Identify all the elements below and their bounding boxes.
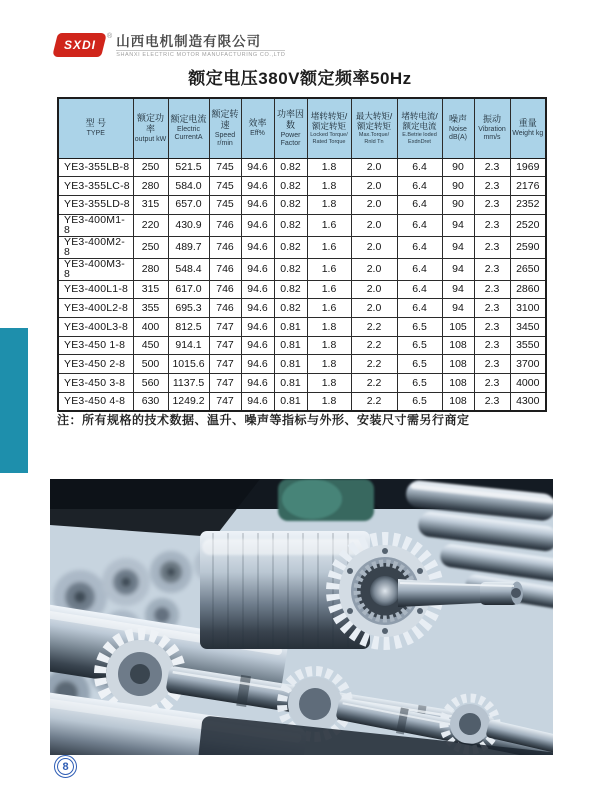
type-cell: YE3-400L2-8 [58,299,133,318]
header-cell: 堵转转矩/额定转矩 Locked Torque/ Rated Torque [307,98,351,158]
table-cell: 2650 [510,258,546,280]
table-cell: 355 [133,299,168,318]
table-cell: 1.8 [307,158,351,177]
table-cell: 6.5 [397,392,442,411]
table-cell: 0.82 [274,177,307,196]
table-cell: 2.0 [351,177,397,196]
table-cell: 2.3 [474,214,510,236]
table-cell: 1.8 [307,374,351,393]
table-cell: 450 [133,336,168,355]
table-cell: 1249.2 [168,392,209,411]
table-cell: 2.0 [351,299,397,318]
table-cell: 747 [209,317,241,336]
table-cell: 94.6 [241,392,274,411]
table-cell: 0.82 [274,214,307,236]
company-name-en: SHANXI ELECTRIC MOTOR MANUFACTURING CO.,LTD [116,52,286,58]
header-cell: 型 号 TYPE [58,98,133,158]
table-cell: 1.8 [307,195,351,214]
table-cell: 6.4 [397,177,442,196]
table-cell: 4000 [510,374,546,393]
type-cell: YE3-355LB-8 [58,158,133,177]
table-cell: 2590 [510,236,546,258]
table-cell: 90 [442,158,474,177]
table-cell: 2.0 [351,195,397,214]
table-cell: 2.3 [474,195,510,214]
table-cell: 6.4 [397,195,442,214]
table-row [58,355,546,374]
table-cell: 6.5 [397,317,442,336]
table-cell: 2.2 [351,392,397,411]
table-cell: 1.6 [307,299,351,318]
table-cell: 250 [133,158,168,177]
table-cell: 1.6 [307,214,351,236]
table-cell: 250 [133,236,168,258]
header-cell: 额定转速 Speed r/min [209,98,241,158]
table-cell: 2.0 [351,280,397,299]
table-row [58,236,546,258]
table-cell: 108 [442,374,474,393]
table-row [58,317,546,336]
header-row [58,98,546,158]
type-cell: YE3-450 3-8 [58,374,133,393]
table-cell: 108 [442,336,474,355]
table-cell: 6.5 [397,355,442,374]
table-cell: 94.6 [241,355,274,374]
table-row [58,336,546,355]
table-cell: 220 [133,214,168,236]
table-cell: 914.1 [168,336,209,355]
table-cell: 2.3 [474,336,510,355]
table-cell: 108 [442,355,474,374]
page-number-badge [54,755,77,778]
table-row [58,177,546,196]
table-cell: 812.5 [168,317,209,336]
table-cell: 0.81 [274,317,307,336]
sxdi-logo-icon [52,33,107,57]
table-cell: 2.0 [351,214,397,236]
table-cell: 1.6 [307,258,351,280]
type-cell: YE3-400M2-8 [58,236,133,258]
table-cell: 0.82 [274,195,307,214]
table-cell: 6.4 [397,299,442,318]
photo-teal-machine [278,479,374,521]
table-cell: 2.0 [351,258,397,280]
table-cell: 695.3 [168,299,209,318]
table-cell: 94.6 [241,177,274,196]
table-cell: 280 [133,258,168,280]
table-cell: 1.6 [307,236,351,258]
table-cell: 2.2 [351,317,397,336]
table-cell: 1015.6 [168,355,209,374]
header-cell: 最大转矩/额定转矩 Max.Torque/ Rnld Tn [351,98,397,158]
type-cell: YE3-355LD-8 [58,195,133,214]
table-cell: 2.3 [474,317,510,336]
table-cell: 94.6 [241,299,274,318]
rotor-photo [50,479,553,755]
table-cell: 94 [442,258,474,280]
table-cell: 2.3 [474,236,510,258]
table-cell: 745 [209,195,241,214]
table-cell: 2.3 [474,258,510,280]
table-cell: 584.0 [168,177,209,196]
table-cell: 400 [133,317,168,336]
table-row [58,158,546,177]
header-cell: 功率因数 Power Factor [274,98,307,158]
table-cell: 0.82 [274,158,307,177]
page-title: 额定电压380V额定频率50Hz [188,69,412,88]
table-cell: 90 [442,195,474,214]
page-number: 8 [57,758,74,775]
table-cell: 745 [209,158,241,177]
table-cell: 521.5 [168,158,209,177]
logo-mark-text: SXDI [64,38,97,52]
table-cell: 6.4 [397,236,442,258]
type-cell: YE3-400M1-8 [58,214,133,236]
header-cell: 重量 Weight kg [510,98,546,158]
table-cell: 2.3 [474,177,510,196]
table-cell: 2.3 [474,158,510,177]
table-cell: 2.3 [474,374,510,393]
table-cell: 3100 [510,299,546,318]
table-cell: 1.8 [307,355,351,374]
table-cell: 6.4 [397,214,442,236]
table-cell: 747 [209,374,241,393]
table-cell: 94.6 [241,258,274,280]
table-cell: 747 [209,392,241,411]
table-cell: 746 [209,236,241,258]
table-cell: 1137.5 [168,374,209,393]
table-cell: 2.2 [351,374,397,393]
table-cell: 6.4 [397,158,442,177]
table-cell: 2860 [510,280,546,299]
table-cell: 1.8 [307,177,351,196]
table-cell: 2.2 [351,336,397,355]
table-cell: 94.6 [241,280,274,299]
table-cell: 0.82 [274,258,307,280]
table-cell: 94 [442,280,474,299]
table-cell: 6.5 [397,336,442,355]
company-name-cn: 山西电机制造有限公司 [116,34,262,49]
table-cell: 560 [133,374,168,393]
table-cell: 746 [209,280,241,299]
table-cell: 94 [442,236,474,258]
table-cell: 4300 [510,392,546,411]
table-row [58,214,546,236]
header-cell: 堵转电流/额定电流 E.Betrie loded ExdnDret [397,98,442,158]
table-cell: 2.0 [351,158,397,177]
header-cell: 额定电流 Electric CurrentA [168,98,209,158]
table-row [58,374,546,393]
table-cell: 746 [209,214,241,236]
table-cell: 2352 [510,195,546,214]
table-cell: 0.82 [274,236,307,258]
table-cell: 6.4 [397,258,442,280]
table-cell: 2.3 [474,355,510,374]
header-cell: 噪声 Noise dB(A) [442,98,474,158]
header-cell: 额定功率 output kW [133,98,168,158]
table-cell: 3450 [510,317,546,336]
table-cell: 2.3 [474,392,510,411]
table-cell: 2176 [510,177,546,196]
table-cell: 108 [442,392,474,411]
table-cell: 0.81 [274,336,307,355]
table-cell: 0.81 [274,355,307,374]
table-cell: 2.3 [474,299,510,318]
table-cell: 94.6 [241,236,274,258]
table-cell: 90 [442,177,474,196]
table-cell: 0.82 [274,299,307,318]
header-cell: 效率 Eff% [241,98,274,158]
table-cell: 94.6 [241,158,274,177]
table-cell: 94 [442,299,474,318]
table-cell: 2.3 [474,280,510,299]
table-cell: 280 [133,177,168,196]
type-cell: YE3-400M3-8 [58,258,133,280]
table-row [58,195,546,214]
table-cell: 3700 [510,355,546,374]
table-cell: 747 [209,355,241,374]
table-cell: 2520 [510,214,546,236]
table-cell: 430.9 [168,214,209,236]
type-cell: YE3-450 1-8 [58,336,133,355]
company-logo [55,33,285,65]
type-cell: YE3-400L3-8 [58,317,133,336]
table-cell: 94.6 [241,336,274,355]
table-cell: 746 [209,299,241,318]
table-cell: 500 [133,355,168,374]
table-cell: 0.81 [274,374,307,393]
table-cell: 6.5 [397,374,442,393]
motor-spec-table [57,97,547,412]
table-cell: 1.8 [307,317,351,336]
table-cell: 94.6 [241,317,274,336]
table-row [58,392,546,411]
table-row [58,299,546,318]
table-cell: 94.6 [241,374,274,393]
table-cell: 315 [133,280,168,299]
table-cell: 94.6 [241,214,274,236]
table-cell: 747 [209,336,241,355]
table-cell: 2.2 [351,355,397,374]
table-cell: 548.4 [168,258,209,280]
table-cell: 2.0 [351,236,397,258]
type-cell: YE3-450 2-8 [58,355,133,374]
table-cell: 0.82 [274,280,307,299]
table-cell: 315 [133,195,168,214]
table-cell: 0.81 [274,392,307,411]
table-cell: 1969 [510,158,546,177]
table-header [58,98,546,158]
table-cell: 489.7 [168,236,209,258]
type-cell: YE3-450 4-8 [58,392,133,411]
table-cell: 630 [133,392,168,411]
table-cell: 617.0 [168,280,209,299]
left-accent-bar [0,328,28,473]
type-cell: YE3-400L1-8 [58,280,133,299]
table-cell: 1.8 [307,336,351,355]
table-cell: 3550 [510,336,546,355]
table-cell: 746 [209,258,241,280]
table-cell: 657.0 [168,195,209,214]
table-cell: 94.6 [241,195,274,214]
registered-trademark-icon: ® [107,33,113,40]
table-cell: 105 [442,317,474,336]
table-row [58,258,546,280]
header-cell: 振动 Vibration mm/s [474,98,510,158]
table-row [58,280,546,299]
table-cell: 1.6 [307,280,351,299]
table-body [58,158,546,411]
table-cell: 94 [442,214,474,236]
table-cell: 1.8 [307,392,351,411]
table-cell: 745 [209,177,241,196]
type-cell: YE3-355LC-8 [58,177,133,196]
rotor-photo-art [50,479,553,755]
table-cell: 6.4 [397,280,442,299]
footnote: 注：所有规格的技术数据、温升、噪声等指标与外形、安装尺寸需另行商定 [57,413,470,427]
